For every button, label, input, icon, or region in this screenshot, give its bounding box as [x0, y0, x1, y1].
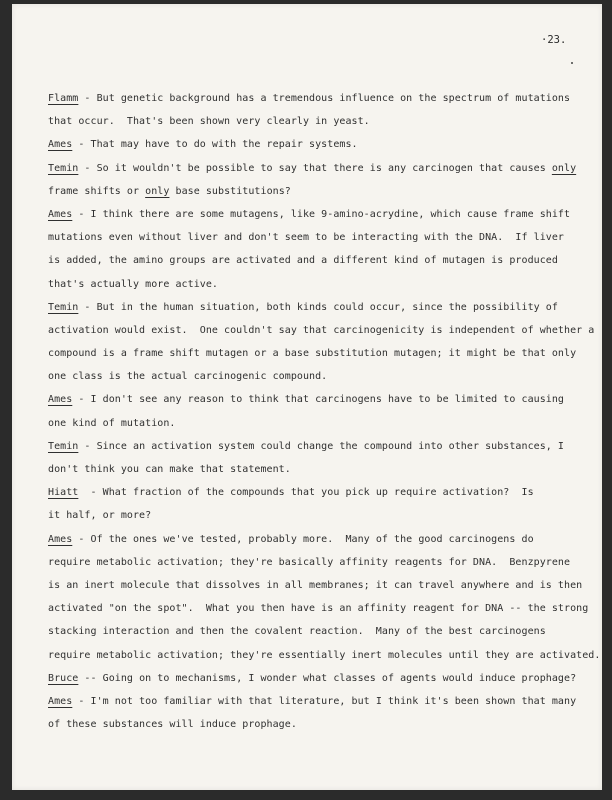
line-text: - Since an activation system could change the compound into other substances, I	[78, 440, 564, 452]
line-text: frame shifts or	[48, 185, 146, 197]
text-line	[48, 110, 588, 133]
line-text: activated "on the spot". What you then have is an affinity reagent for DNA -- the strong	[48, 603, 589, 615]
speaker-name: Bruce	[48, 672, 79, 684]
line-text: - That may have to do with the repair systems.	[72, 139, 358, 151]
line-text: don't think you can make that statement.	[48, 464, 291, 475]
line-text: - So it wouldn't be possible to say that there is any carcinogen that causes	[78, 162, 552, 174]
document-page	[12, 4, 602, 790]
line-text: it half, or more?	[48, 510, 152, 522]
text-line	[48, 620, 588, 643]
text-line	[48, 690, 588, 713]
ink-speck	[571, 62, 573, 64]
line-text: one class is the actual carcinogenic compound.	[48, 371, 328, 383]
text-line	[48, 319, 595, 342]
text-line	[48, 528, 588, 551]
line-text: is an inert molecule that dissolves in all membranes; it can travel anywhere and is then	[48, 579, 583, 591]
text-line	[48, 412, 588, 435]
speaker-name: Ames	[48, 533, 73, 545]
text-line	[48, 435, 588, 458]
text-line	[48, 342, 588, 365]
text-line	[48, 644, 601, 667]
emphasis: only	[551, 162, 577, 174]
line-text: that occur. That's been shown very clearly in yeast.	[48, 116, 370, 128]
text-line	[48, 365, 588, 388]
line-text: activation would exist. One couldn't say that carcinogenicity is independent of whether a	[48, 324, 595, 336]
text-line	[48, 226, 588, 249]
line-text: - But in the human situation, both kinds could occur, since the possibility of	[78, 301, 558, 313]
line-text: is added, the amino groups are activated and a different kind of mutagen is produced	[48, 255, 558, 267]
text-line	[48, 157, 588, 180]
page-number: ·23.	[541, 34, 567, 46]
speaker-name: Temin	[48, 301, 79, 313]
line-text: base substitutions?	[169, 185, 291, 197]
line-text: - I think there are some mutagens, like 9-amino-acrydine, which cause frame shift	[72, 208, 571, 220]
text-line	[48, 273, 588, 296]
speaker-name: Ames	[48, 695, 73, 707]
speaker-name: Temin	[48, 162, 79, 174]
text-line	[48, 388, 588, 411]
text-line	[48, 597, 588, 620]
line-text: - But genetic background has a tremendous influence on the spectrum of mutations	[78, 93, 571, 104]
speaker-name: Ames	[48, 208, 73, 220]
speaker-name: Ames	[48, 394, 73, 406]
line-text: one kind of mutation.	[48, 417, 176, 429]
text-line	[48, 180, 588, 203]
line-text: - Of the ones we've tested, probably more. Many of the good carcinogens do	[72, 533, 534, 545]
text-line	[48, 667, 588, 690]
line-text: that's actually more active.	[48, 278, 218, 290]
emphasis: only	[145, 185, 170, 197]
text-line	[48, 574, 588, 597]
text-line	[48, 504, 588, 527]
text-line	[48, 133, 588, 156]
text-line	[48, 551, 588, 574]
text-line	[48, 249, 588, 272]
line-text: of these substances will induce prophage.	[48, 719, 297, 731]
speaker-name: Temin	[48, 440, 79, 452]
text-line	[48, 481, 588, 504]
line-text: require metabolic activation; they're essentially inert molecules until they are activated.	[48, 649, 601, 661]
line-text: stacking interaction and then the covalent reaction. Many of the best carcinogens	[48, 626, 546, 638]
line-text: mutations even without liver and don't seem to be interacting with the DNA. If liver	[48, 232, 564, 244]
speaker-name: Flamm	[48, 93, 79, 104]
speaker-name: Ames	[48, 139, 73, 151]
text-line	[48, 296, 588, 319]
text-line	[48, 713, 588, 736]
transcript-body	[48, 87, 601, 736]
line-text: - I don't see any reason to think that carcinogens have to be limited to causing	[72, 394, 565, 406]
line-text: - What fraction of the compounds that you pick up require activation? Is	[78, 487, 534, 499]
line-text: - I'm not too familiar with that literature, but I think it's been shown that many	[72, 695, 577, 707]
line-text: -- Going on to mechanisms, I wonder what classes of agents would induce prophage?	[78, 672, 577, 684]
line-text: compound is a frame shift mutagen or a base substitution mutagen; it might be that only	[48, 348, 577, 360]
speaker-name: Hiatt	[48, 487, 79, 499]
text-line	[48, 203, 588, 226]
text-line	[48, 458, 588, 481]
line-text: require metabolic activation; they're basically affinity reagents for DNA. Benzpyrene	[48, 556, 571, 568]
text-line	[48, 87, 588, 110]
